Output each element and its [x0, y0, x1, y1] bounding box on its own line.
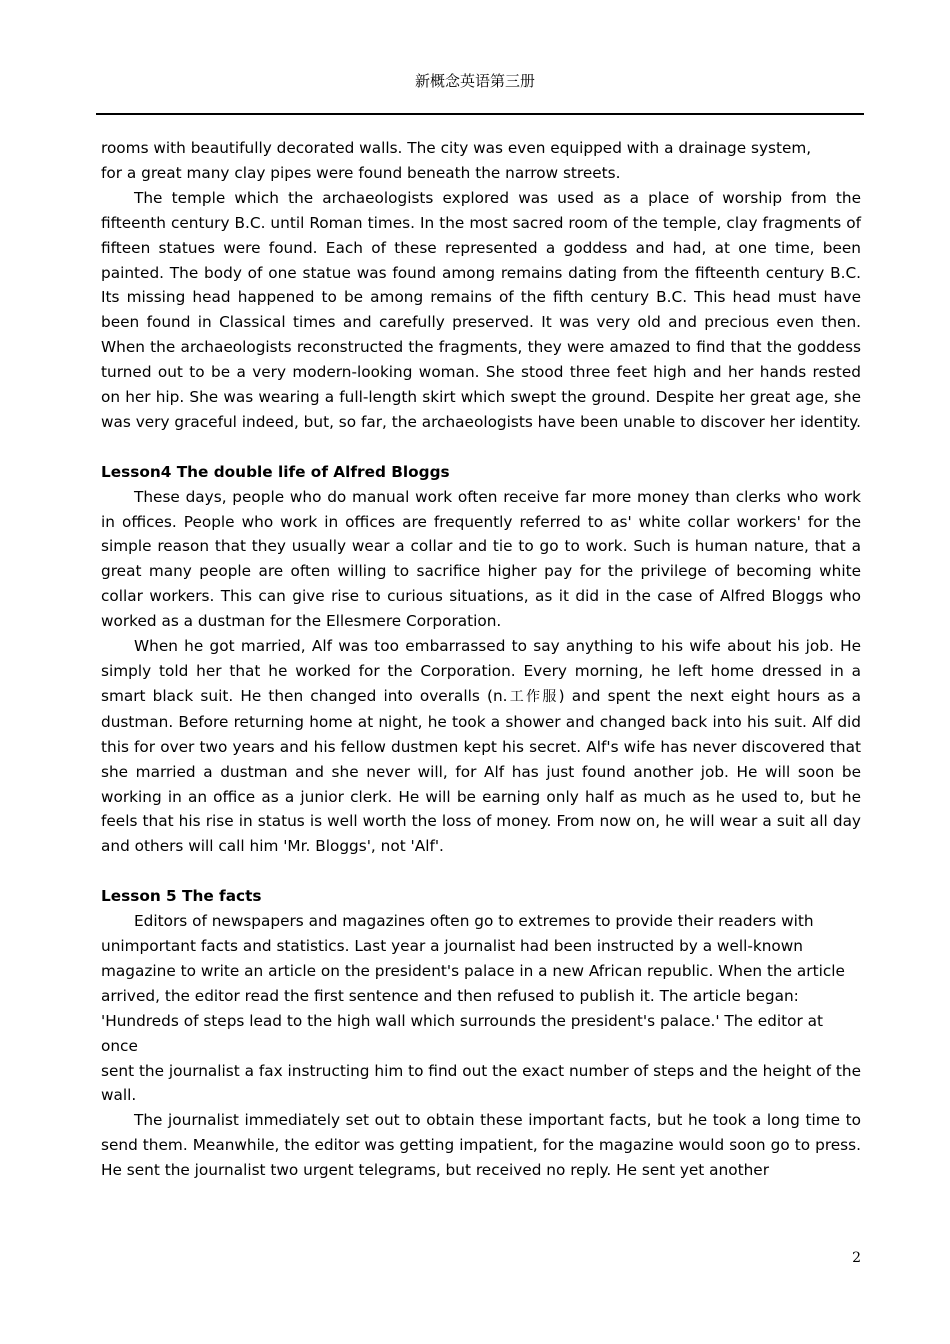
lesson4-heading: Lesson4 The double life of Alfred Bloggs: [101, 462, 450, 481]
spacer: [101, 435, 861, 460]
lesson5-paragraph-1a: Editors of newspapers and magazines often go to extremes to provide their readers with unimportant facts and statistics. Last year a journalist had been instructed by a well-known magazine to write an article on the president's palace in a new African republic. When the article arrived, the editor read the first sentence and then refused to publish it. The article began: 'Hundreds of steps lead to the high wall which surrounds the president's palace.' The editor at once: [101, 912, 845, 1055]
paragraph-temple: The temple which the archaeologists explored was used as a place of worship from the fifteenth century B.C. until Roman times. In the most sacred room of the temple, clay fragments of fifteen statues were found. Each of these represented a goddess and had, at one time, been painted. The body of one statue was found among remains dating from the fifteenth century B.C. Its missing head happened to be among remains of the fifth century B.C. This head must have been found in Classical times and carefully preserved. It was very old and precious even then. When the archaeologists reconstructed the fragments, they were amazed to find that the goddess turned out to be a very modern-looking woman. She stood three feet high and her hands rested on her hip. She was wearing a full-length skirt which swept the ground. Despite her great age, she was very graceful indeed, but, so far, the archaeologists have been unable to discover her identity.: [101, 188, 862, 431]
lesson5-paragraph-2: The journalist immediately set out to obtain these important facts, but he took a long time to send them. Meanwhile, the editor was getting impatient, for the magazine would soon go to press. He sent the journalist two urgent telegrams, but received no reply. He sent yet another: [101, 1111, 861, 1180]
header-rule: [96, 113, 864, 115]
spacer: [101, 859, 861, 884]
page-header-title: 新概念英语第三册: [414, 72, 535, 90]
page-number: 2: [852, 1250, 861, 1266]
continued-line-1: rooms with beautifully decorated walls. The city was even equipped with a drainage system,: [101, 139, 812, 157]
lesson4-paragraph-2: [101, 634, 861, 859]
continued-line-2: for a great many clay pipes were found beneath the narrow streets.: [101, 163, 621, 182]
lesson4-p2-chinese-gloss: 工作服: [507, 688, 559, 705]
lesson4-p2-part-a: When he got married, Alf was too embarrassed to say anything to his wife about his job. He simply told her that he worked for the Corporation. Every morning, he left home dressed in a smart black suit. He then changed into overalls (n.: [101, 637, 861, 705]
lesson5-paragraph-1b: sent the journalist a fax instructing him to find out the exact number of steps and the height of the wall.: [101, 1061, 861, 1105]
document-body: [101, 136, 861, 1183]
lesson4-paragraph-1: These days, people who do manual work often receive far more money than clerks who work in offices. People who work in offices are frequently referred to as' white collar workers' for the simple reason that they usually wear a collar and tie to go to work. Such is human nature, that a great many people are often willing to sacrifice higher pay for the privilege of becoming white collar workers. This can give rise to curious situations, as it did in the case of Alfred Bloggs who worked as a dustman for the Ellesmere Corporation.: [101, 487, 861, 631]
lesson4-p2-part-b: ) and spent the next eight hours as a dustman. Before returning home at night, he took a shower and changed back into his suit. Alf did this for over two years and his fellow dustmen kept his secret. Alf's wife has never discovered that she married a dustman and she never will, for Alf has just found another job. He will soon be working in an office as a junior clerk. He will be earning only half as much as he used to, but he feels that his rise in status is well worth the loss of money. From now on, he will wear a suit all day and others will call him 'Mr. Bloggs', not 'Alf'.: [101, 686, 861, 856]
lesson5-heading: Lesson 5 The facts: [101, 887, 262, 906]
